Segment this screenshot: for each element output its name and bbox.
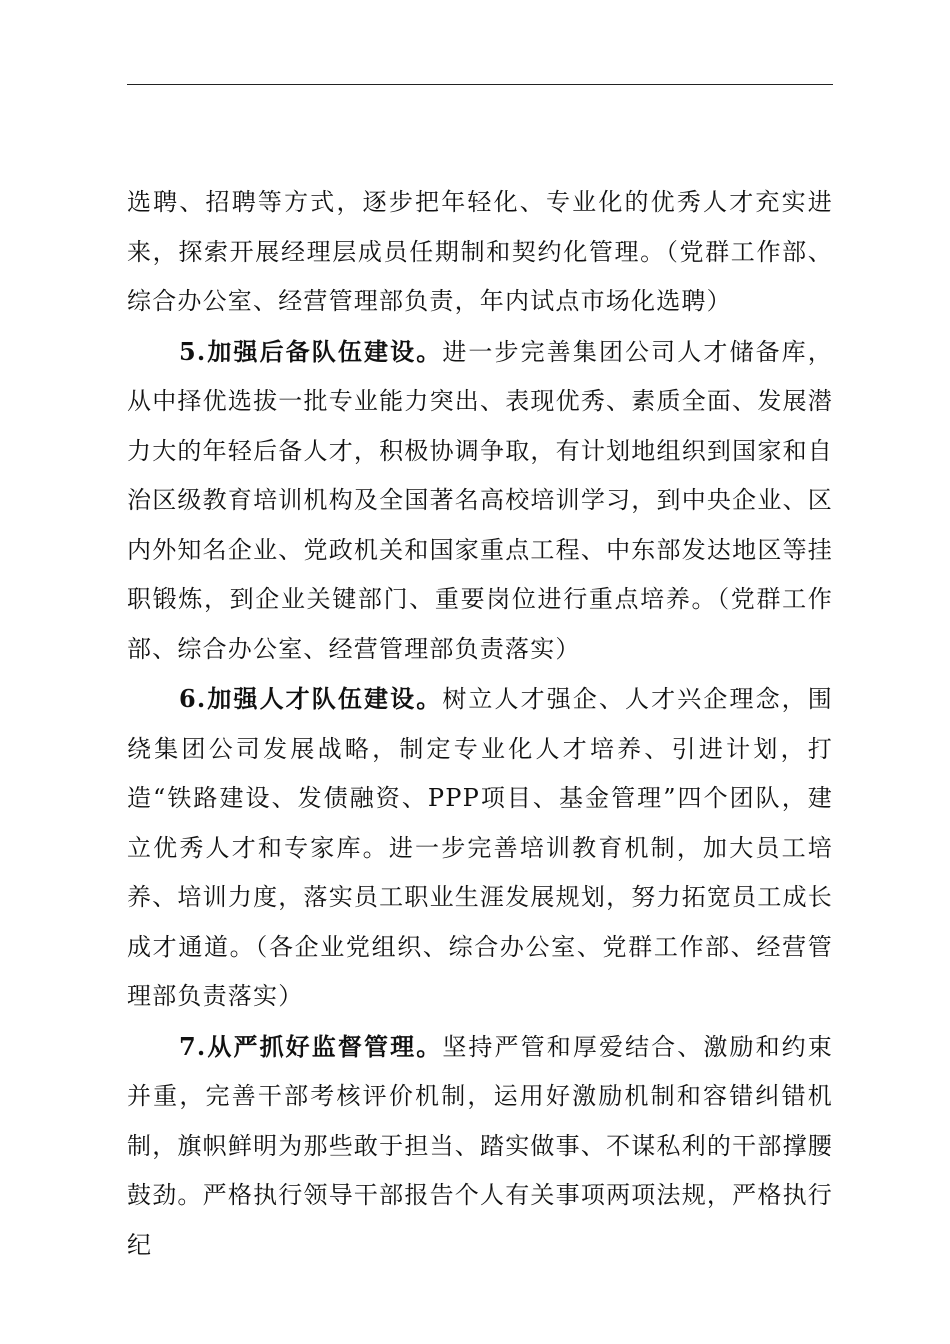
paragraph-text: 树立人才强企、人才兴企理念，围绕集团公司发展战略，制定专业化人才培养、引进计划，打造“铁路建设、发债融资、PPP项目、基金管理”四个团队，建立优秀人才和专家库。进一步完善培训教育机制，加大员工培养、培训力度，落实员工职业生涯发展规划，努力拓宽员工成长成才通道。（各企业党组织、综合办公室、党群工作部、经营管理部负责落实） [127, 685, 833, 1010]
paragraph-heading: 6.加强人才队伍建设。 [179, 684, 443, 713]
paragraph-continuation [127, 178, 833, 327]
paragraph-text: 进一步完善集团公司人才储备库，从中择优选拔一批专业能力突出、表现优秀、素质全面、发展潜力大的年轻后备人才，积极协调争取，有计划地组织到国家和自治区级教育培训机构及全国著名高校培训学习，到中央企业、区内外知名企业、党政机关和国家重点工程、中东部发达地区等挂职锻炼，到企业关键部门、重要岗位进行重点培养。（党群工作部、综合办公室、经营管理部负责落实） [127, 337, 833, 663]
paragraph-item-7 [127, 1022, 833, 1271]
paragraph-heading: 5.加强后备队伍建设。 [179, 336, 443, 366]
paragraph-text: 坚持严管和厚爱结合、激励和约束并重，完善干部考核评价机制，运用好激励机制和容错纠错机制，旗帜鲜明为那些敢于担当、踏实做事、不谋私利的干部撑腰鼓劲。严格执行领导干部报告个人有关事项两项法规，严格执行纪 [127, 1032, 833, 1259]
paragraph-heading: 7.从严抓好监督管理。 [179, 1031, 443, 1061]
paragraph-item-5 [127, 327, 833, 675]
header-rule [127, 84, 833, 85]
paragraph-text: 选聘、招聘等方式，逐步把年轻化、专业化的优秀人才充实进来，探索开展经理层成员任期制和契约化管理。（党群工作部、综合办公室、经营管理部负责，年内试点市场化选聘） [127, 188, 833, 315]
document-body [127, 178, 833, 1270]
paragraph-item-6 [127, 674, 833, 1022]
